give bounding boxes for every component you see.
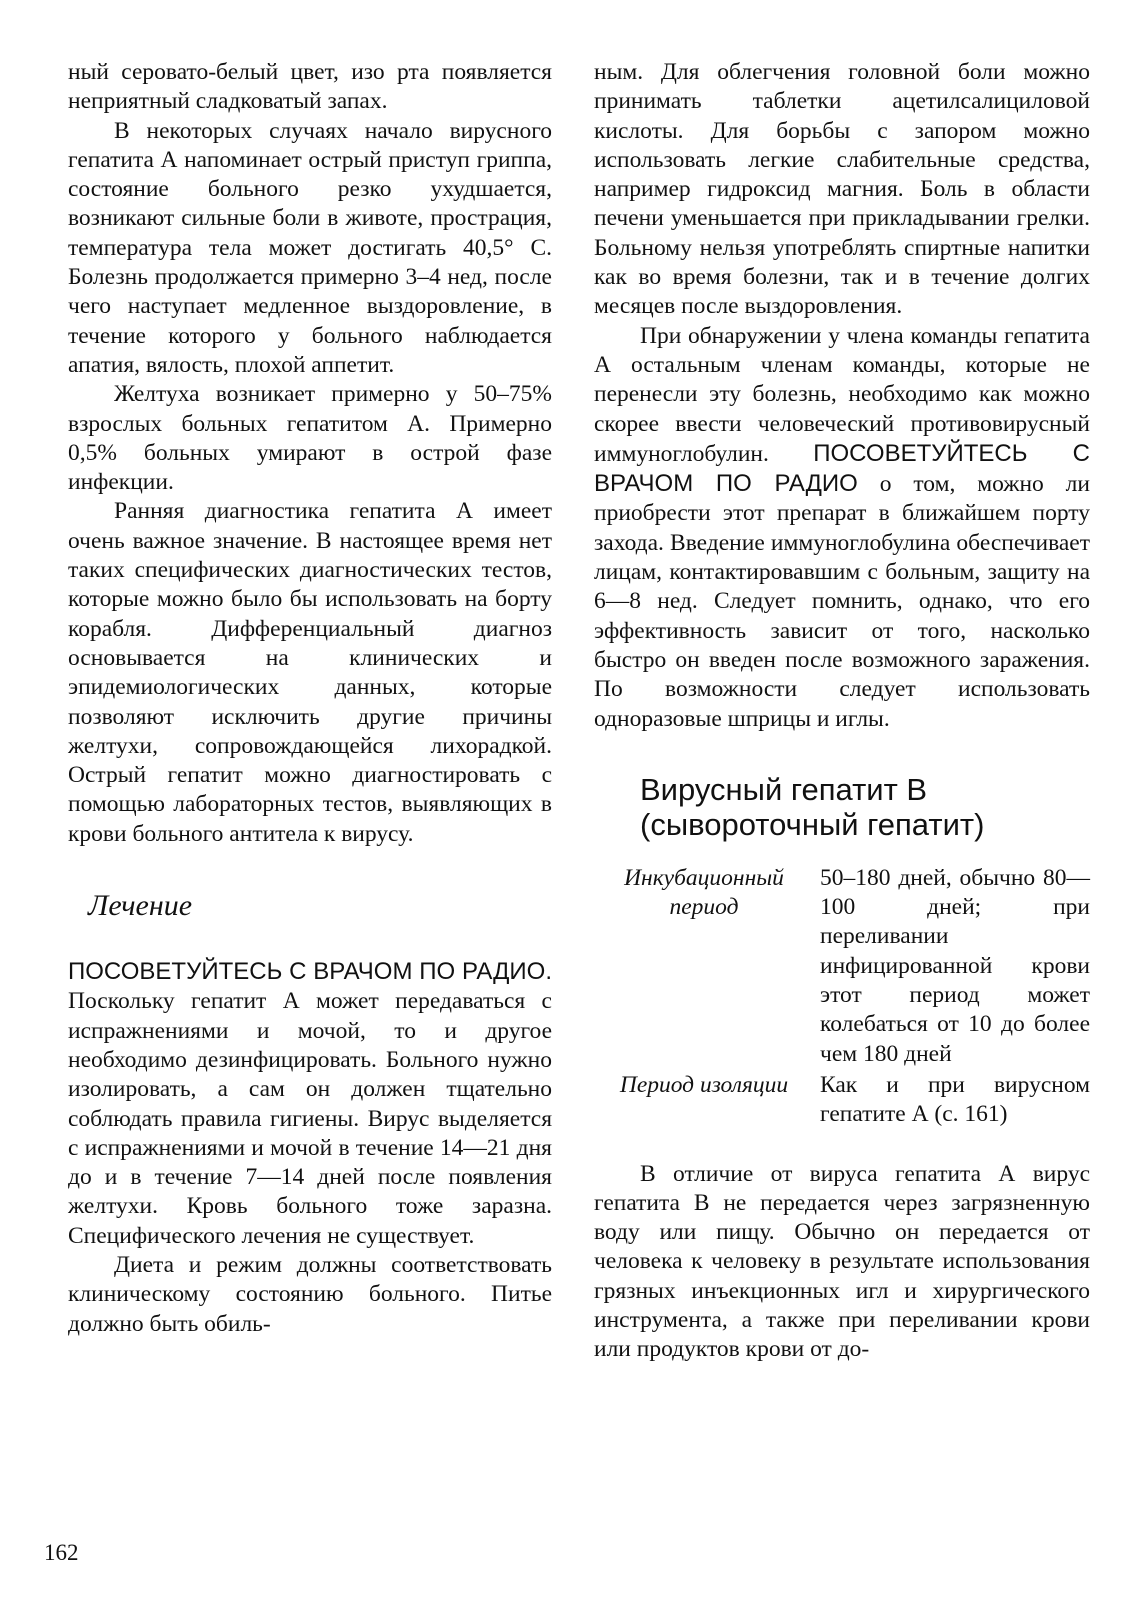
right-column <box>594 58 1090 1365</box>
heading-line: (сывороточный гепатит) <box>640 806 985 842</box>
radio-advice-caps: ПОСОВЕТУЙТЕСЬ С ВРАЧОМ ПО РАДИО. <box>68 958 552 986</box>
left-column <box>68 58 552 1339</box>
paragraph-text: При обнаружении у члена команды гепатита А остальным членам команды, которые не перенесли эту болезнь, необходимо как можно скорее ввести человеческий противовирусный иммуноглобулин. <box>594 322 1090 467</box>
paragraph: Желтуха возникает примерно у 50–75% взрослых больных гепатитом А. Примерно 0,5% больных умирают в острой фазе инфекции. <box>68 381 552 496</box>
paragraph: Ранняя диагностика гепатита А имеет очень важное значение. В настоящее время нет таких специфических диагностических тестов, которые можно было бы использовать на борту корабля. Дифференциальный диагноз основывается на клинических и эпидемиологических данных, которые позволяют исключить другие причины желтухи, сопровождающейся лихорадкой. Острый гепатит можно диагностировать с помощью лабораторных тестов, выявляющих в крови больного антитела к вирусу. <box>68 498 552 847</box>
paragraph: В отличие от вируса гепатита А вирус гепатита В не передается через загрязненную воду или пищу. Обычно он передается от человека к человеку в результате использования грязных инъекционных игл и хирургического инструмента, а также при переливании крови или продуктов крови от до- <box>594 1160 1090 1363</box>
paragraph <box>68 957 552 1251</box>
page-number: 162 <box>44 1540 79 1565</box>
section-heading-hepatitis-b <box>640 772 1090 842</box>
paragraph: Диета и режим должны соответствовать клиническому состоянию больного. Питье должно быть обиль- <box>68 1251 552 1337</box>
section-heading-treatment: Лечение <box>88 889 193 923</box>
definition-description: Как и при вирусном гепатите А (с. 161) <box>820 1071 1090 1128</box>
definition-list <box>594 864 1090 1130</box>
definition-term: Период изоляции <box>619 1071 789 1098</box>
definition-description: 50–180 дней, обычно 80—100 дней; при переливании инфицированной крови этот период может колебаться от 10 до более чем 180 дней <box>820 864 1090 1067</box>
paragraph: В некоторых случаях начало вирусного гепатита А напоминает острый приступ гриппа, состояние больного резко ухудшается, возникают сильные боли в животе, прострация, температура тела может достигать 40,5° С. Болезнь продолжается примерно 3–4 нед, после чего наступает медленное выздоровление, в течение которого у больного наблюдается апатия, вялость, плохой аппетит. <box>68 117 552 378</box>
definition-term: Инкубационный период <box>624 864 784 921</box>
paragraph-text: Поскольку гепатит А может передаваться с испражнениями и мочой, то и другое необходимо дезинфицировать. Больного нужно изолировать, а сам он должен тщательно соблюдать правила гигиены. Вирус выделяется с испражнениями и мочой в течение 14—21 дня до и в течение 7—14 дней после появления желтухи. Кровь больного тоже заразна. Специфического лечения не существует. <box>68 988 552 1249</box>
radio-advice-caps: ПОСОВЕТУЙТЕСЬ С ВРАЧОМ ПО РАДИО <box>594 439 1090 498</box>
heading-line: Вирусный гепатит В <box>640 771 928 807</box>
paragraph-text: о том, можно ли приобрести этот препарат в ближайшем порту захода. Введение иммуноглобулина обеспечивает лицам, контактировавшим с больным, защиту на 6—8 нед. Следует помнить, однако, что его эффективность зависит от того, насколько быстро он введен после возможного заражения. По возможности следует использовать одноразовые шприцы и иглы. <box>594 471 1090 732</box>
paragraph: ный серовато-белый цвет, изо рта появляется неприятный сладковатый запах. <box>68 59 552 115</box>
paragraph: ным. Для облегчения головной боли можно принимать таблетки ацетилсалициловой кислоты. Для борьбы с запором можно использовать легкие слабительные средства, например гидроксид магния. Боль в области печени уменьшается при прикладывании грелки. Больному нельзя употреблять спиртные напитки как во время болезни, так и в течение долгих месяцев после выздоровления. <box>594 59 1090 320</box>
paragraph <box>594 322 1090 734</box>
